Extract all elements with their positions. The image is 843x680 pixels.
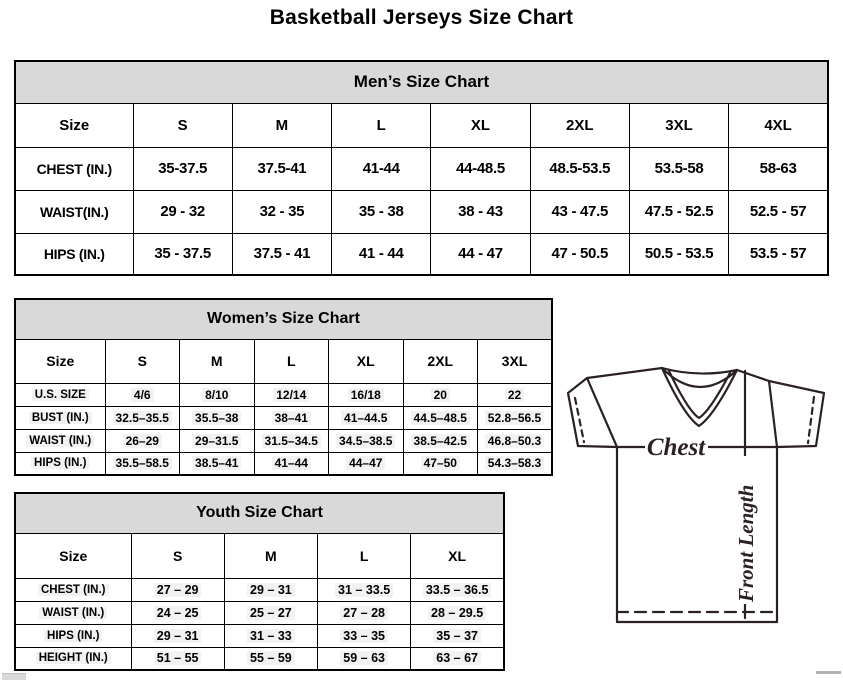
- col-header-size: Size: [15, 339, 105, 383]
- size-cell: 53.5-58: [629, 147, 728, 190]
- col-header: 2XL: [530, 103, 629, 147]
- table-row: [15, 61, 828, 103]
- jersey-right-sleeve: [769, 381, 824, 447]
- size-cell: 54.3–58.3: [478, 452, 553, 475]
- col-header: S: [131, 533, 224, 578]
- table-row: [15, 429, 552, 452]
- col-header: S: [133, 103, 232, 147]
- size-cell: 41–44: [254, 452, 329, 475]
- col-header: L: [254, 339, 329, 383]
- size-cell: 48.5-53.5: [530, 147, 629, 190]
- table-row: [15, 452, 552, 475]
- size-cell: 29 - 32: [133, 190, 232, 233]
- table-row: [15, 533, 504, 578]
- size-cell: 25 – 27: [224, 601, 317, 624]
- row-label: HEIGHT (IN.): [15, 647, 131, 670]
- size-cell: 55 – 59: [224, 647, 317, 670]
- size-cell: 28 – 29.5: [411, 601, 504, 624]
- col-header-size: Size: [15, 103, 133, 147]
- size-cell: 53.5 - 57: [729, 233, 828, 275]
- row-label: HIPS (IN.): [15, 233, 133, 275]
- table-row: [15, 493, 504, 533]
- jersey-vneck-inner: [669, 371, 730, 418]
- col-header: XL: [329, 339, 404, 383]
- col-header: M: [224, 533, 317, 578]
- size-cell: 50.5 - 53.5: [629, 233, 728, 275]
- size-cell: 26–29: [105, 429, 180, 452]
- size-cell: 29 – 31: [131, 624, 224, 647]
- table-row: [15, 103, 828, 147]
- col-header: 4XL: [729, 103, 828, 147]
- table-row: [15, 190, 828, 233]
- youth-size-chart-table: [14, 492, 505, 671]
- table-row: [15, 624, 504, 647]
- table-row: [15, 578, 504, 601]
- col-header-size: Size: [15, 533, 131, 578]
- mens-size-chart-table: [14, 60, 829, 276]
- table-row: [15, 147, 828, 190]
- size-cell: 59 – 63: [318, 647, 411, 670]
- size-cell: 58-63: [729, 147, 828, 190]
- size-cell: 35.5–38: [180, 406, 255, 429]
- size-cell: 38.5–41: [180, 452, 255, 475]
- size-cell: 35 – 37: [411, 624, 504, 647]
- size-cell: 52.5 - 57: [729, 190, 828, 233]
- col-header: XL: [431, 103, 530, 147]
- col-header: XL: [411, 533, 504, 578]
- row-label: WAIST (IN.): [15, 601, 131, 624]
- size-cell: 44-48.5: [431, 147, 530, 190]
- size-cell: 47–50: [403, 452, 478, 475]
- size-cell: 41 - 44: [332, 233, 431, 275]
- size-cell: 27 – 29: [131, 578, 224, 601]
- table-row: [15, 233, 828, 275]
- col-header: M: [180, 339, 255, 383]
- size-cell: 12/14: [254, 383, 329, 406]
- row-label: HIPS (IN.): [15, 624, 131, 647]
- size-cell: 31 – 33.5: [318, 578, 411, 601]
- size-cell: 44.5–48.5: [403, 406, 478, 429]
- size-cell: 33.5 – 36.5: [411, 578, 504, 601]
- table-row: [15, 406, 552, 429]
- row-label: CHEST (IN.): [15, 578, 131, 601]
- size-cell: 41–44.5: [329, 406, 404, 429]
- col-header: 3XL: [478, 339, 553, 383]
- size-cell: 35-37.5: [133, 147, 232, 190]
- size-cell: 38 - 43: [431, 190, 530, 233]
- size-cell: 35.5–58.5: [105, 452, 180, 475]
- size-cell: 43 - 47.5: [530, 190, 629, 233]
- col-header: M: [232, 103, 331, 147]
- size-cell: 29–31.5: [180, 429, 255, 452]
- womens-size-chart-table: [14, 298, 553, 476]
- cropped-fragment-bottom-right: [816, 671, 841, 674]
- size-cell: 32.5–35.5: [105, 406, 180, 429]
- size-cell: 24 – 25: [131, 601, 224, 624]
- size-cell: 35 - 37.5: [133, 233, 232, 275]
- mens-chart-title: Men’s Size Chart: [15, 61, 828, 103]
- size-cell: 37.5-41: [232, 147, 331, 190]
- right-cuff-dashed-line: [808, 397, 814, 443]
- table-row: [15, 647, 504, 670]
- col-header: 2XL: [403, 339, 478, 383]
- size-cell: 38.5–42.5: [403, 429, 478, 452]
- size-cell: 47 - 50.5: [530, 233, 629, 275]
- size-cell: 37.5 - 41: [232, 233, 331, 275]
- size-cell: 31 – 33: [224, 624, 317, 647]
- size-cell: 38–41: [254, 406, 329, 429]
- size-cell: 22: [478, 383, 553, 406]
- size-cell: 33 – 35: [318, 624, 411, 647]
- size-cell: 32 - 35: [232, 190, 331, 233]
- jersey-shoulder-seams: [587, 368, 769, 381]
- row-label: BUST (IN.): [15, 406, 105, 429]
- size-cell: 29 – 31: [224, 578, 317, 601]
- jersey-collar: [662, 368, 737, 374]
- front-length-label: Front Length: [734, 484, 758, 602]
- row-label: CHEST (IN.): [15, 147, 133, 190]
- size-cell: 52.8–56.5: [478, 406, 553, 429]
- row-label: U.S. SIZE: [15, 383, 105, 406]
- size-cell: 44–47: [329, 452, 404, 475]
- size-cell: 4/6: [105, 383, 180, 406]
- size-cell: 47.5 - 52.5: [629, 190, 728, 233]
- row-label: WAIST(IN.): [15, 190, 133, 233]
- womens-chart-title: Women’s Size Chart: [15, 299, 552, 339]
- table-row: [15, 601, 504, 624]
- table-row: [15, 383, 552, 406]
- col-header: L: [318, 533, 411, 578]
- page-title: Basketball Jerseys Size Chart: [269, 6, 574, 29]
- size-cell: 16/18: [329, 383, 404, 406]
- size-cell: 20: [403, 383, 478, 406]
- size-cell: 41-44: [332, 147, 431, 190]
- size-cell: 34.5–38.5: [329, 429, 404, 452]
- col-header: 3XL: [629, 103, 728, 147]
- size-cell: 44 - 47: [431, 233, 530, 275]
- jersey-measurement-diagram: [558, 360, 843, 626]
- row-label: WAIST (IN.): [15, 429, 105, 452]
- size-cell: 31.5–34.5: [254, 429, 329, 452]
- youth-chart-title: Youth Size Chart: [15, 493, 504, 533]
- size-cell: 63 – 67: [411, 647, 504, 670]
- size-cell: 27 – 28: [318, 601, 411, 624]
- row-label: HIPS (IN.): [15, 452, 105, 475]
- size-cell: 8/10: [180, 383, 255, 406]
- table-row: [15, 299, 552, 339]
- size-cell: 46.8–50.3: [478, 429, 553, 452]
- col-header: S: [105, 339, 180, 383]
- chest-label: Chest: [646, 434, 706, 461]
- size-cell: 51 – 55: [131, 647, 224, 670]
- table-row: [15, 339, 552, 383]
- size-cell: 35 - 38: [332, 190, 431, 233]
- col-header: L: [332, 103, 431, 147]
